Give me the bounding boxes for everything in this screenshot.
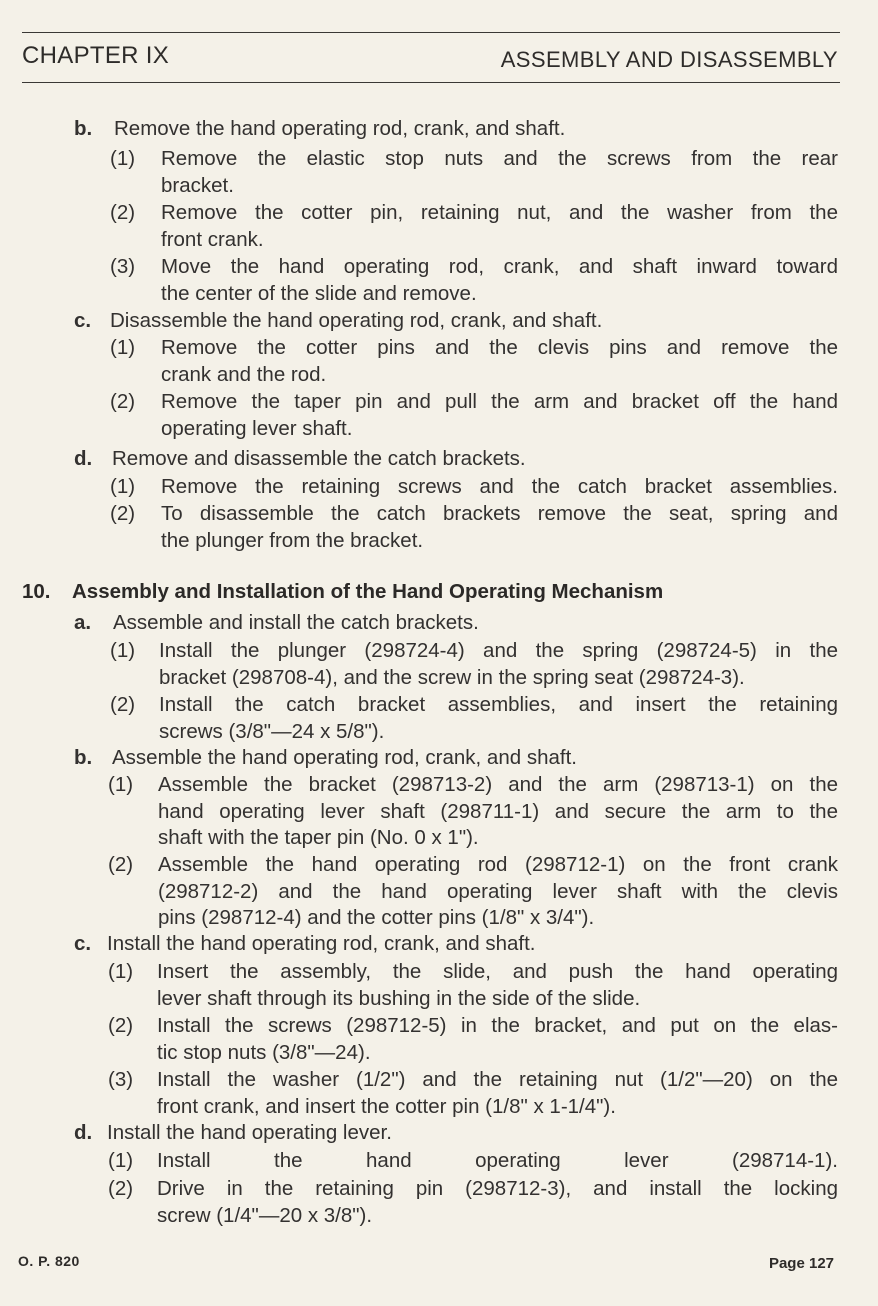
section10-c-step-line: lever shaft through its bushing in the side of the slide. xyxy=(157,986,641,1010)
section10-a-step-line: bracket (298708-4), and the screw in the spring seat (298724-3). xyxy=(159,665,745,689)
section10-c-step-line: Install the washer (1/2") and the retaining nut (1/2"—20) on the xyxy=(157,1068,838,1091)
section-d-step-line: Remove the retaining screws and the catch bracket assemblies. xyxy=(161,475,838,498)
section-b-step-line: Remove the cotter pin, retaining nut, and the washer from the xyxy=(161,201,838,224)
section-b-step-line: Move the hand operating rod, crank, and shaft inward toward xyxy=(161,255,838,278)
section-b-step-line: bracket. xyxy=(161,173,234,197)
section10-d-text: Install the hand operating lever. xyxy=(107,1121,392,1144)
section-10-title: Assembly and Installation of the Hand Operating Mechanism xyxy=(72,580,664,603)
section-b-text: Remove the hand operating rod, crank, and shaft. xyxy=(114,117,566,140)
section10-a-label: a. xyxy=(74,611,92,634)
section-d-step-number: (2) xyxy=(110,502,136,525)
section-d-label: d. xyxy=(74,447,93,470)
section10-a-step-line: screws (3/8"—24 x 5/8"). xyxy=(159,719,385,743)
section10-c-step-number: (3) xyxy=(108,1068,134,1091)
section-b-step-line: front crank. xyxy=(161,227,264,251)
section10-d-step-line: Install the hand operating lever (298714-1). xyxy=(157,1149,838,1172)
section10-a-step-number: (1) xyxy=(110,639,136,662)
section-b-step-line: Remove the elastic stop nuts and the screws from the rear xyxy=(161,147,838,170)
section10-b-step-number: (2) xyxy=(108,853,134,876)
section10-b-step-line: pins (298712-4) and the cotter pins (1/8" x 3/4"). xyxy=(158,906,595,930)
section10-a-step-line: Install the plunger (298724-4) and the spring (298724-5) in the xyxy=(159,639,838,662)
section-d-step-line: To disassemble the catch brackets remove the seat, spring and xyxy=(161,502,838,525)
section10-a-step-line: Install the catch bracket assemblies, and insert the retaining xyxy=(159,693,838,716)
section-c-step-number: (1) xyxy=(110,336,136,359)
section10-b-step-line: hand operating lever shaft (298711-1) and secure the arm to the xyxy=(158,799,838,823)
section10-d-step-number: (2) xyxy=(108,1177,134,1200)
top-rule xyxy=(22,32,840,33)
section10-d-step-number: (1) xyxy=(108,1149,134,1172)
section-b-step-line: the center of the slide and remove. xyxy=(161,281,477,305)
section10-b-step-line: Assemble the hand operating rod (298712-1) on the front crank xyxy=(158,853,838,876)
section10-d-label: d. xyxy=(74,1121,93,1144)
section-b-step-number: (2) xyxy=(110,201,136,224)
section-c-step-line: crank and the rod. xyxy=(161,362,327,386)
section10-c-label: c. xyxy=(74,932,92,955)
page-number: Page 127 xyxy=(768,1255,834,1272)
publication-number: O. P. 820 xyxy=(18,1253,80,1269)
section10-c-step-line: tic stop nuts (3/8"—24). xyxy=(157,1040,371,1064)
section10-b-step-line: shaft with the taper pin (No. 0 x 1"). xyxy=(158,826,479,850)
section-b-step-number: (3) xyxy=(110,255,136,278)
section-c-step-number: (2) xyxy=(110,390,136,413)
section10-a-text: Assemble and install the catch brackets. xyxy=(113,611,479,634)
section-d-step-line: the plunger from the bracket. xyxy=(161,528,424,552)
section-10-number: 10. xyxy=(22,580,51,603)
section10-c-step-line: Install the screws (298712-5) in the bracket, and put on the elas- xyxy=(157,1014,838,1037)
section10-b-step-number: (1) xyxy=(108,773,134,796)
section10-b-step-line: (298712-2) and the hand operating lever shaft with the clevis xyxy=(158,879,838,903)
chapter-label: CHAPTER IX xyxy=(22,42,170,69)
section10-c-step-line: Insert the assembly, the slide, and push the hand operating xyxy=(157,960,838,983)
chapter-title: ASSEMBLY AND DISASSEMBLY xyxy=(500,47,838,72)
section-c-step-line: operating lever shaft. xyxy=(161,416,353,440)
section10-c-step-line: front crank, and insert the cotter pin (1/8" x 1-1/4"). xyxy=(157,1094,616,1118)
section-c-step-line: Remove the cotter pins and the clevis pins and remove the xyxy=(161,336,838,359)
section-b-step-number: (1) xyxy=(110,147,136,170)
section-b-label: b. xyxy=(74,117,93,140)
section10-c-step-number: (2) xyxy=(108,1014,134,1037)
section10-d-step-line: Drive in the retaining pin (298712-3), and install the locking xyxy=(157,1177,838,1200)
section10-c-text: Install the hand operating rod, crank, and shaft. xyxy=(107,932,536,955)
section-d-step-number: (1) xyxy=(110,475,136,498)
section-c-step-line: Remove the taper pin and pull the arm and bracket off the hand xyxy=(161,390,838,413)
section-c-text: Disassemble the hand operating rod, crank, and shaft. xyxy=(110,309,603,332)
section10-b-label: b. xyxy=(74,746,93,769)
header-rule xyxy=(22,82,840,83)
section10-b-step-line: Assemble the bracket (298713-2) and the arm (298713-1) on the xyxy=(158,773,838,796)
section-c-label: c. xyxy=(74,309,92,332)
section10-a-step-number: (2) xyxy=(110,693,136,716)
section10-b-text: Assemble the hand operating rod, crank, and shaft. xyxy=(112,746,577,769)
section-d-text: Remove and disassemble the catch brackets. xyxy=(112,447,526,470)
section10-d-step-line: screw (1/4"—20 x 3/8"). xyxy=(157,1203,373,1227)
section-10-heading xyxy=(22,580,663,604)
section10-c-step-number: (1) xyxy=(108,960,134,983)
